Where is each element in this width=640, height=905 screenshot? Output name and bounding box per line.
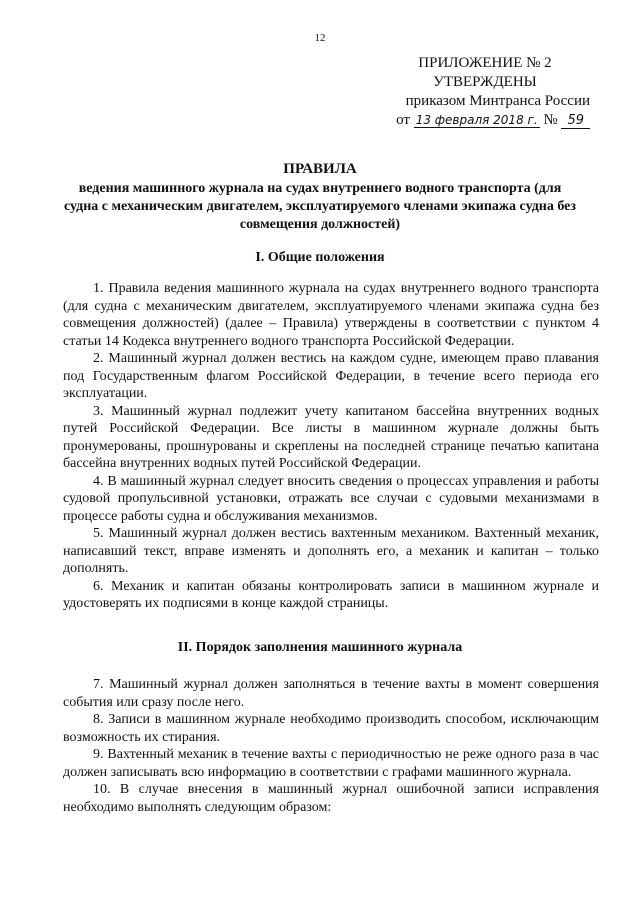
handwritten-number: 59 bbox=[561, 113, 590, 129]
paragraph: 3. Машинный журнал подлежит учету капитаном бассейна внутренних водных путей Российской Федерации. Все листы в машинном журнале должны быть пронумерованы, прошнурованы и скреплены на последней странице печатью капитана бассейна внутренних водных путей Российской Федерации. bbox=[63, 403, 599, 471]
approved-label: УТВЕРЖДЕНЫ bbox=[433, 74, 537, 90]
approval-block bbox=[380, 54, 590, 130]
section-2-body bbox=[63, 676, 599, 816]
paragraph: 8. Записи в машинном журнале необходимо производить способом, исключающим возможность их стирания. bbox=[63, 712, 599, 745]
section-1-body bbox=[63, 280, 599, 613]
paragraph: 5. Машинный журнал должен вестись вахтенным механиком. Вахтенный механик, написавший текст, вправе изменять и дополнять его, а механик и капитан – только дополнять. bbox=[63, 526, 599, 576]
section-2-heading: II. Порядок заполнения машинного журнала bbox=[177, 640, 463, 655]
date-prefix: от bbox=[396, 112, 410, 128]
number-prefix: № bbox=[543, 112, 558, 128]
paragraph: 6. Механик и капитан обязаны контролировать записи в машинном журнале и удостоверять их подписями в конце каждой страницы. bbox=[63, 578, 599, 611]
document-title bbox=[60, 160, 580, 234]
handwritten-date: 13 февраля 2018 г. bbox=[415, 113, 538, 127]
page-number: 12 bbox=[314, 32, 326, 44]
title-main: ПРАВИЛА bbox=[283, 161, 357, 177]
paragraph: 2. Машинный журнал должен вестись на каждом судне, имеющем право плавания под Государственным флагом Российской Федерации, в течение всего периода его эксплуатации. bbox=[63, 351, 599, 401]
paragraph: 4. В машинный журнал следует вносить сведения о процессах управления и работы судовой пропульсивной установки, отражать все случаи с судовыми механизмами в процессе работы судна и обслуживания механизмов. bbox=[63, 473, 599, 524]
order-date-number bbox=[380, 111, 590, 130]
paragraph: 9. Вахтенный механик в течение вахты с периодичностью не реже одного раза в час должен записывать всю информацию в соответствии с графами машинного журнала. bbox=[63, 747, 599, 780]
order-label: приказом Минтранса России bbox=[405, 93, 590, 109]
appendix-label: ПРИЛОЖЕНИЕ № 2 bbox=[418, 55, 552, 71]
paragraph: 10. В случае внесения в машинный журнал ошибочной записи исправления необходимо выполнять следующим образом: bbox=[63, 782, 599, 815]
title-subtitle: ведения машинного журнала на судах внутреннего водного транспорта (для судна с механическим двигателем, эксплуатируемого членами экипажа судна без совмещения должностей) bbox=[63, 181, 577, 232]
paragraph: 1. Правила ведения машинного журнала на судах внутреннего водного транспорта (для судна с механическим двигателем, эксплуатируемого членами экипажа судна без совмещения должностей) (далее – Правила) утверждены в соответствии с пунктом 4 статьи 14 Кодекса внутреннего водного транспорта Российской Федерации. bbox=[63, 281, 599, 349]
section-1-heading: I. Общие положения bbox=[255, 250, 385, 265]
paragraph: 7. Машинный журнал должен заполняться в течение вахты в момент совершения события или сразу после него. bbox=[63, 677, 599, 710]
